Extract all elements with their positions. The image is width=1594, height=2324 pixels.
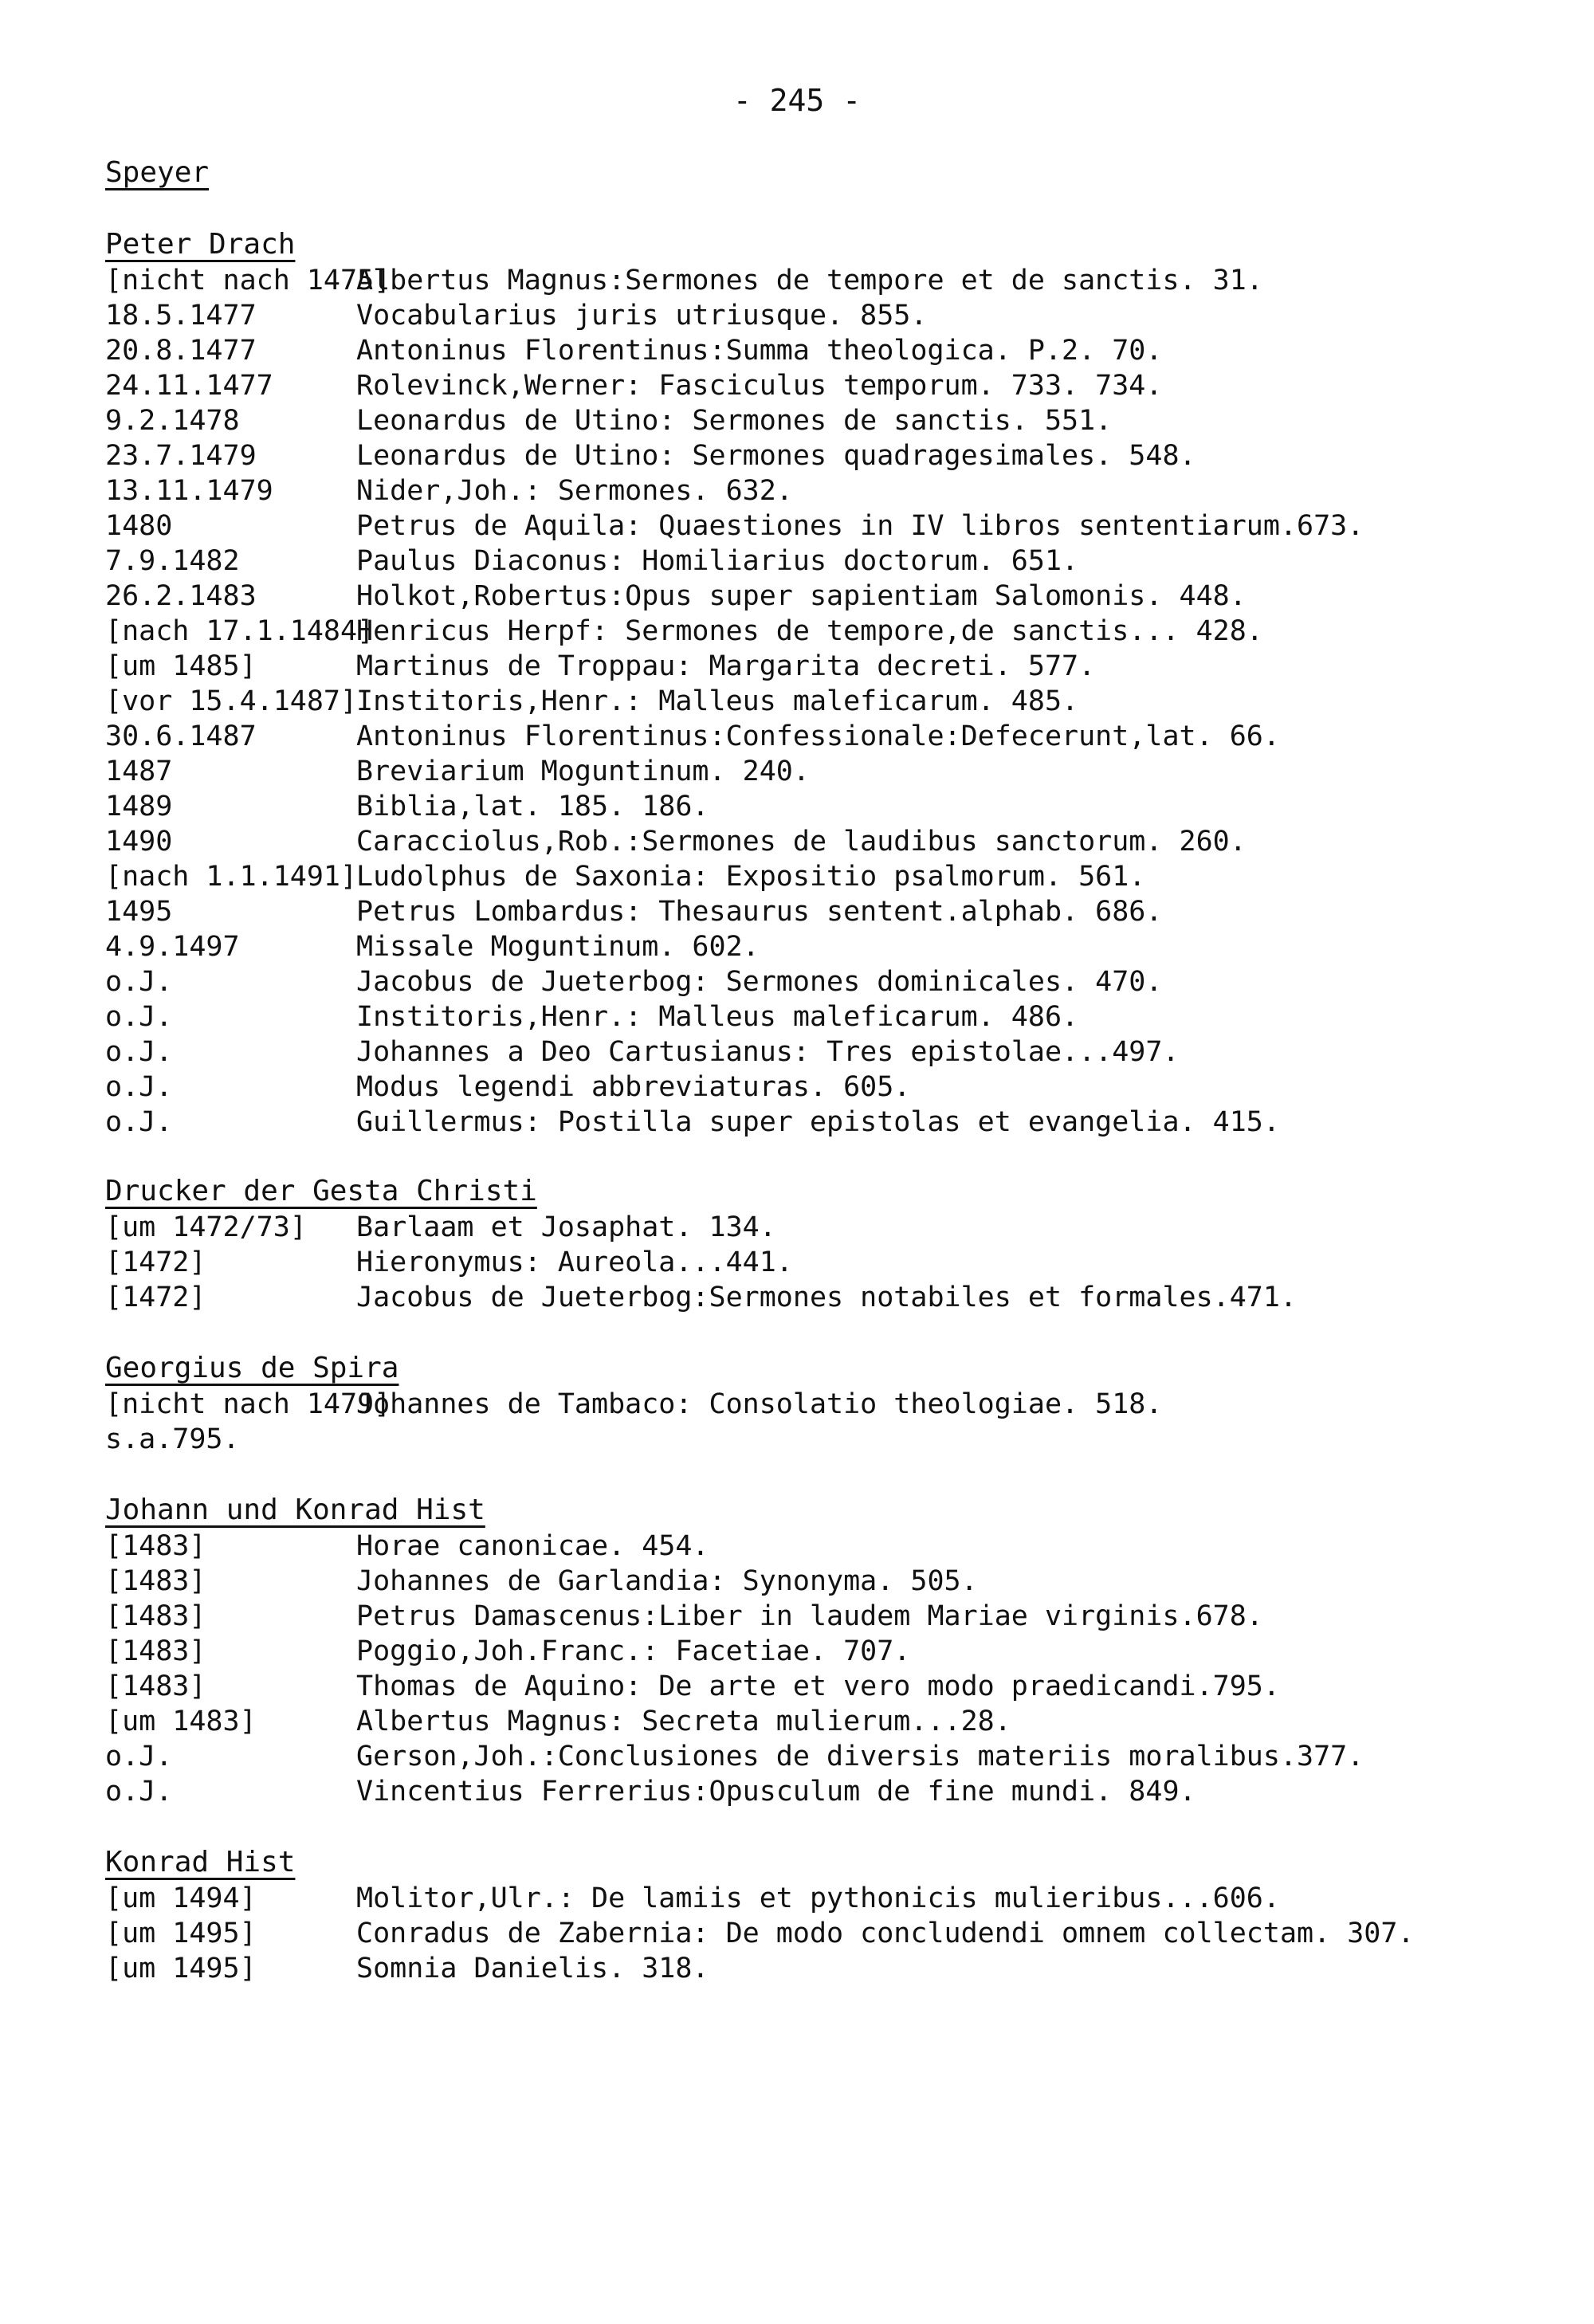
section-title: Peter Drach (105, 228, 296, 261)
entry-text: Leonardus de Utino: Sermones quadragesimales. 548. (356, 440, 1196, 472)
entry-row (105, 1634, 1364, 1669)
entry-date: o.J. (105, 1741, 173, 1772)
entry-row (105, 298, 1364, 333)
section-georgius-de-spira (105, 1350, 1162, 1457)
entry-row (105, 1280, 1297, 1315)
entry-date: s.a.795. (105, 1423, 240, 1455)
entry-text: Ludolphus de Saxonia: Expositio psalmorum. 561. (356, 861, 1146, 893)
entry-row (105, 579, 1364, 614)
entry-date: [um 1495] (105, 1953, 257, 1984)
entry-text: Rolevinck,Werner: Fasciculus temporum. 733. 734. (356, 370, 1163, 402)
entry-text: Jacobus de Jueterbog:Sermones notabiles et formales.471. (356, 1282, 1298, 1313)
entry-date: 30.6.1487 (105, 720, 257, 752)
entry-text: Petrus Lombardus: Thesaurus sentent.alphab. 686. (356, 896, 1163, 928)
entry-row (105, 508, 1364, 544)
entry-text: Breviarium Moguntinum. 240. (356, 756, 810, 787)
entry-date: [nicht nach 1479] (105, 1388, 391, 1420)
entry-text: Albertus Magnus: Secreta mulierum...28. (356, 1706, 1011, 1737)
entry-date: 9.2.1478 (105, 405, 240, 437)
section-title: Johann und Konrad Hist (105, 1494, 485, 1526)
entry-date: [um 1494] (105, 1882, 257, 1914)
entry-row (105, 754, 1364, 789)
section-konrad-hist (105, 1844, 1504, 1986)
entry-date: [1483] (105, 1670, 206, 1702)
entry-row (105, 1422, 1162, 1457)
entry-row (105, 824, 1364, 859)
entry-date: 1487 (105, 756, 173, 787)
entry-date: o.J. (105, 966, 173, 998)
entry-date: [nach 1.1.1491] (105, 861, 358, 893)
entry-date: [um 1485] (105, 650, 257, 682)
entry-row (105, 789, 1364, 824)
entry-date: [1483] (105, 1530, 206, 1562)
entry-text: Holkot,Robertus:Opus super sapientiam Salomonis. 448. (356, 580, 1247, 612)
entry-text: Antoninus Florentinus:Summa theologica. P.2. 70. (356, 335, 1163, 367)
entry-row (105, 649, 1364, 684)
entry-row (105, 999, 1364, 1034)
entry-date: o.J. (105, 1071, 173, 1103)
entry-text: Henricus Herpf: Sermones de tempore,de sanctis... 428. (356, 615, 1263, 647)
entry-date: 18.5.1477 (105, 300, 257, 332)
section-peter-drach (105, 226, 1364, 1140)
entry-text: Jacobus de Jueterbog: Sermones dominicales. 470. (356, 966, 1163, 998)
entry-date: [um 1483] (105, 1706, 257, 1737)
entry-text: Nider,Joh.: Sermones. 632. (356, 475, 793, 507)
entry-text: Johannes de Garlandia: Synonyma. 505. (356, 1565, 978, 1597)
entry-row (105, 719, 1364, 754)
section-title: Drucker der Gesta Christi (105, 1175, 537, 1207)
entry-row (105, 614, 1364, 649)
entry-row (105, 684, 1364, 719)
entry-text: Hieronymus: Aureola...441. (356, 1246, 793, 1278)
entry-date: [1472] (105, 1246, 206, 1278)
entry-text: Gerson,Joh.:Conclusiones de diversis materiis moralibus.377. (356, 1741, 1364, 1772)
entry-date: 24.11.1477 (105, 370, 273, 402)
entry-row (105, 894, 1364, 929)
entry-row (105, 1105, 1364, 1140)
entry-row (105, 1739, 1364, 1774)
entry-row (105, 1669, 1364, 1704)
entry-date: [um 1495] (105, 1918, 257, 1949)
entry-text: Poggio,Joh.Franc.: Facetiae. 707. (356, 1635, 911, 1667)
page-number: - 245 - (732, 83, 862, 118)
entry-date: 20.8.1477 (105, 335, 257, 367)
entry-date: [1472] (105, 1282, 206, 1313)
entry-date: 23.7.1479 (105, 440, 257, 472)
entry-date: o.J. (105, 1776, 173, 1808)
city-heading: Speyer (105, 156, 210, 189)
entry-text: Institoris,Henr.: Malleus maleficarum. 486. (356, 1001, 1079, 1033)
entry-text: Paulus Diaconus: Homiliarius doctorum. 651. (356, 545, 1079, 577)
entry-text: Biblia,lat. 185. 186. (356, 791, 709, 822)
entry-date: [1483] (105, 1565, 206, 1597)
entry-row (105, 929, 1364, 964)
entry-row (105, 473, 1364, 508)
entry-date: [nach 17.1.1484] (105, 615, 375, 647)
entry-text: Conradus de Zabernia: De modo concludendi omnem collectam. 307. (356, 1918, 1415, 1949)
entry-text: Vocabularius juris utriusque. 855. (356, 300, 928, 332)
entry-text: Petrus de Aquila: Quaestiones in IV libros sententiarum.673. (356, 510, 1364, 542)
entry-text: Albertus Magnus:Sermones de tempore et de sanctis. 31. (356, 265, 1263, 296)
entry-text: Antoninus Florentinus:Confessionale:Defecerunt,lat. 66. (356, 720, 1280, 752)
entry-date: [1483] (105, 1635, 206, 1667)
entry-text: Somnia Danielis. 318. (356, 1953, 709, 1984)
entry-date: [nicht nach 1475] (105, 265, 391, 296)
entry-row (105, 403, 1364, 438)
entry-date: [um 1472/73] (105, 1211, 307, 1243)
entry-row (105, 1210, 1297, 1245)
entry-date: o.J. (105, 1036, 173, 1068)
entry-text: Vincentius Ferrerius:Opusculum de fine mundi. 849. (356, 1776, 1196, 1808)
entry-row (105, 1387, 1162, 1422)
entry-row (105, 263, 1364, 298)
entry-text: Johannes a Deo Cartusianus: Tres epistolae...497. (356, 1036, 1180, 1068)
entry-date: [1483] (105, 1600, 206, 1632)
entry-row (105, 438, 1364, 473)
entry-text: Barlaam et Josaphat. 134. (356, 1211, 776, 1243)
entry-text: Institoris,Henr.: Malleus maleficarum. 485. (356, 685, 1079, 717)
entry-text: Guillermus: Postilla super epistolas et evangelia. 415. (356, 1106, 1280, 1138)
entry-row (105, 859, 1364, 894)
entry-date: 4.9.1497 (105, 931, 240, 963)
entry-date: 7.9.1482 (105, 545, 240, 577)
entry-date: 13.11.1479 (105, 475, 273, 507)
section-title: Georgius de Spira (105, 1352, 399, 1384)
entry-row (105, 1599, 1364, 1634)
entry-row (105, 1704, 1364, 1739)
entry-row (105, 1916, 1504, 1951)
section-johann-und-konrad-hist (105, 1492, 1364, 1809)
entry-text: Caracciolus,Rob.:Sermones de laudibus sanctorum. 260. (356, 826, 1247, 858)
entry-date: 1480 (105, 510, 173, 542)
entry-date: 26.2.1483 (105, 580, 257, 612)
entry-text: Modus legendi abbreviaturas. 605. (356, 1071, 911, 1103)
entry-date: 1490 (105, 826, 173, 858)
entry-date: o.J. (105, 1106, 173, 1138)
entry-text: Johannes de Tambaco: Consolatio theologiae. 518. (356, 1388, 1163, 1420)
entry-date: o.J. (105, 1001, 173, 1033)
entry-row (105, 368, 1364, 403)
entry-text: Molitor,Ulr.: De lamiis et pythonicis mulieribus...606. (356, 1882, 1280, 1914)
entry-text: Thomas de Aquino: De arte et vero modo praedicandi.795. (356, 1670, 1280, 1702)
entry-text: Petrus Damascenus:Liber in laudem Mariae virginis.678. (356, 1600, 1263, 1632)
entry-row (105, 1070, 1364, 1105)
entry-text: Horae canonicae. 454. (356, 1530, 709, 1562)
entry-text: Leonardus de Utino: Sermones de sanctis. 551. (356, 405, 1113, 437)
entry-row (105, 544, 1364, 579)
entry-row (105, 1034, 1364, 1070)
section-drucker-der-gesta-christi (105, 1173, 1297, 1315)
entry-row (105, 1564, 1364, 1599)
entry-row (105, 1951, 1504, 1986)
entry-date: [vor 15.4.1487] (105, 685, 358, 717)
entry-row (105, 1245, 1297, 1280)
section-title: Konrad Hist (105, 1846, 296, 1878)
entry-row (105, 964, 1364, 999)
entry-row (105, 1881, 1504, 1916)
entry-row (105, 1774, 1364, 1809)
entry-text: Martinus de Troppau: Margarita decreti. 577. (356, 650, 1096, 682)
entry-row (105, 333, 1364, 368)
entry-text: Missale Moguntinum. 602. (356, 931, 760, 963)
entry-row (105, 1529, 1364, 1564)
entry-date: 1489 (105, 791, 173, 822)
entry-date: 1495 (105, 896, 173, 928)
